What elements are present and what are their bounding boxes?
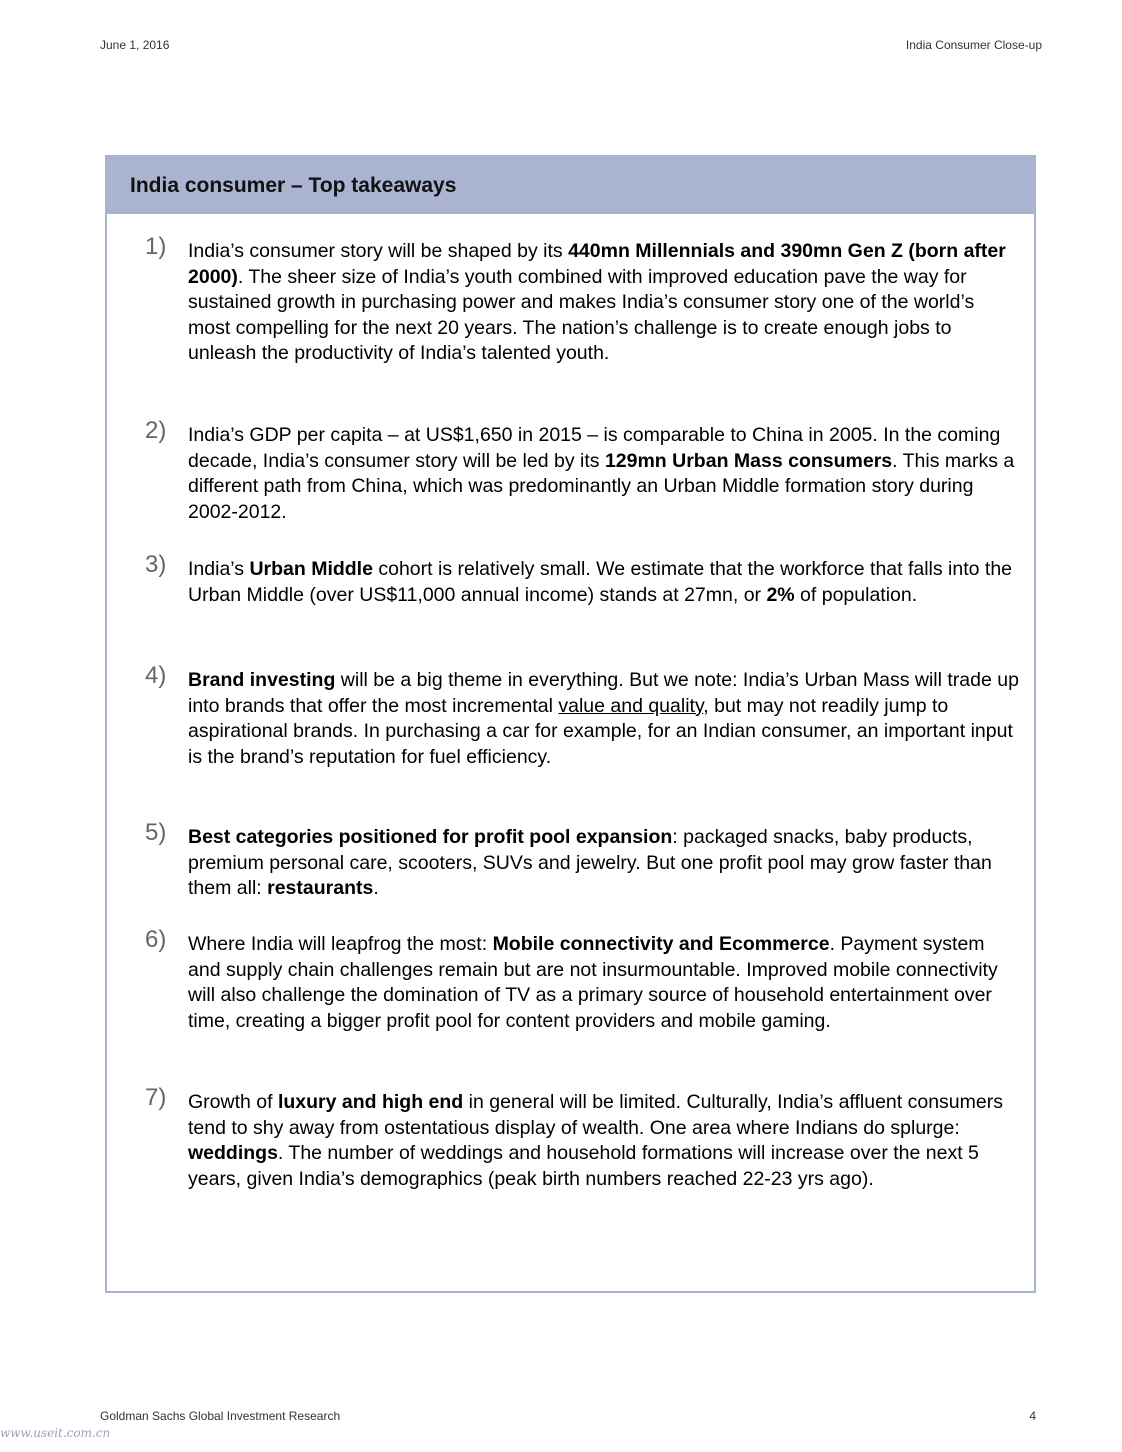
text-run: cohort is relatively small. We estimate that the workforce that falls into the Urban Middle (over US$11,000 annual income) stands at 27mn, or [188, 558, 1013, 606]
text-run: India’s GDP per capita – at US$1,650 in 2015 – is comparable to China in 2005. In the coming decade, India’s consumer story will be led by its [188, 424, 1001, 472]
footer-publisher: Goldman Sachs Global Investment Research [100, 1409, 341, 1423]
takeaways-header-bar [107, 157, 1034, 214]
text-run: India’s consumer story will be shaped by its [188, 240, 569, 262]
takeaway-number: 3) [145, 551, 167, 578]
text-run: in general will be limited. Culturally, India’s affluent consumers tend to shy away from ostentatious display of wealth. One area where Indians do splurge: [188, 1091, 1003, 1139]
text-run: India’s [188, 558, 250, 580]
emphasis-bold: luxury and high end [277, 1091, 464, 1113]
emphasis-bold: 129mn Urban Mass consumers [604, 449, 893, 472]
watermark: www.useit.com.cn [0, 1426, 111, 1440]
takeaway-number: 7) [145, 1084, 167, 1111]
takeaway-number: 5) [145, 819, 167, 846]
takeaway-number: 1) [145, 233, 167, 260]
emphasis-bold: Urban Middle [249, 558, 373, 580]
text-run: Where India will leapfrog the most: [188, 933, 493, 955]
takeaway-number: 2) [145, 417, 167, 444]
takeaway-number: 6) [145, 926, 167, 953]
text-run: . [373, 877, 379, 899]
text-run: Growth of [188, 1091, 278, 1113]
text-run: : packaged snacks, baby products, premium personal care, scooters, SUVs and jewelry. But one profit pool may grow faster than them all: [188, 826, 992, 899]
takeaway-text [188, 557, 1020, 608]
text-run: of population. [794, 583, 918, 606]
emphasis-bold: Best categories positioned for profit pool expansion [188, 826, 673, 848]
takeaway-text [188, 932, 1020, 1034]
emphasis-bold: 440mn Millennials and 390mn Gen Z (born after 2000) [188, 240, 1006, 288]
text-run: . The sheer size of India’s youth combined with improved education pave the way for sustained growth in purchasing power and makes India’s consumer story one of the world’s most compelling for the next 20 years. The nation’s challenge is to create enough jobs to unleash the productivity of India’s talented youth. [188, 265, 975, 364]
emphasis-bold: Mobile connectivity and Ecommerce [492, 933, 830, 955]
emphasis-bold: weddings [188, 1142, 278, 1164]
text-run: . Payment system and supply chain challenges remain but are not insurmountable. Improved mobile connectivity will also challenge the domination of TV as a primary source of household entertainment over time, creating a bigger profit pool for content providers and mobile gaming. [188, 933, 998, 1032]
emphasis-bold: restaurants [267, 877, 374, 899]
text-run: . The number of weddings and household formations will increase over the next 5 years, given India’s demographics (peak birth numbers reached 22-23 yrs ago). [188, 1142, 979, 1190]
takeaway-text [188, 423, 1020, 525]
header-date: June 1, 2016 [100, 38, 170, 52]
page-number: 4 [1029, 1409, 1036, 1423]
takeaways-box [105, 155, 1036, 1293]
takeaway-text [188, 1090, 1020, 1192]
takeaway-number: 4) [145, 662, 167, 689]
takeaway-text [188, 668, 1020, 770]
takeaways-title: India consumer – Top takeaways [130, 174, 457, 197]
takeaway-text [188, 825, 1020, 902]
text-run: will be a big theme in everything. But we note: India’s Urban Mass will trade up into brands that offer the most incremental [188, 669, 1019, 717]
header-report-title: India Consumer Close-up [905, 38, 1042, 52]
emphasis-bold: 2% [766, 583, 795, 606]
takeaway-text [188, 239, 1020, 367]
emphasis-bold: Brand investing [188, 669, 336, 691]
text-run: , but may not readily jump to aspirational brands. In purchasing a car for example, for an Indian consumer, an important input is the brand’s reputation for fuel efficiency. [188, 694, 1013, 768]
emphasis-underline: value and quality [558, 694, 704, 717]
text-run: . This marks a different path from China, which was predominantly an Urban Middle formation story during 2002-2012. [188, 449, 1015, 523]
